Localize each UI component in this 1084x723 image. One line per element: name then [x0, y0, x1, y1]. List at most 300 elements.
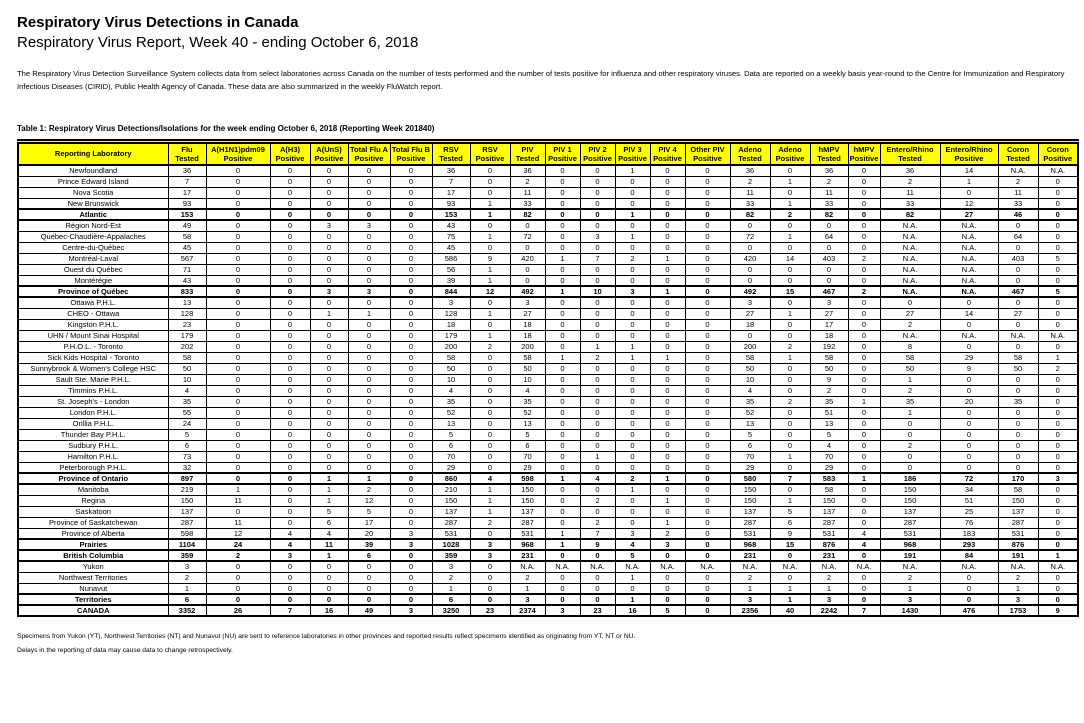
table-cell: 0 — [770, 165, 810, 176]
table-cell: 0 — [206, 264, 270, 275]
table-cell: 2242 — [810, 605, 848, 616]
table-cell: 70 — [432, 451, 470, 462]
table-cell: 0 — [310, 297, 348, 308]
table-cell: 0 — [650, 198, 685, 209]
table-cell: 0 — [470, 418, 510, 429]
table-cell: N.A. — [880, 253, 940, 264]
table-cell: 0 — [770, 440, 810, 451]
table-cell: N.A. — [685, 561, 730, 572]
table-cell: 0 — [685, 165, 730, 176]
table-cell: 0 — [270, 407, 310, 418]
table-cell: 0 — [545, 418, 580, 429]
table-cell: 3 — [310, 220, 348, 231]
table-cell: 0 — [206, 319, 270, 330]
table-cell: 27 — [730, 308, 770, 319]
table-cell: 0 — [270, 484, 310, 495]
table-cell: 32 — [168, 462, 206, 473]
table-cell: 1 — [940, 176, 998, 187]
table-cell: 0 — [650, 484, 685, 495]
table-cell: 0 — [685, 363, 730, 374]
table-cell: 0 — [848, 462, 880, 473]
table-cell: 0 — [270, 297, 310, 308]
table-cell: 1430 — [880, 605, 940, 616]
table-row — [18, 561, 1078, 572]
table-cell: 0 — [310, 363, 348, 374]
table-cell: 35 — [510, 396, 545, 407]
row-label: P.H.O.L. - Toronto — [18, 341, 168, 352]
table-cell: 18 — [510, 330, 545, 341]
table-cell: 7 — [270, 605, 310, 616]
table-cell: 0 — [390, 308, 432, 319]
table-cell: 3 — [998, 594, 1038, 605]
table-cell: 2 — [880, 572, 940, 583]
table-cell: 14 — [940, 165, 998, 176]
table-cell: 0 — [770, 297, 810, 308]
table-cell: 0 — [270, 165, 310, 176]
table-cell: 0 — [470, 440, 510, 451]
column-header: Coron Tested — [998, 143, 1038, 166]
table-cell: 0 — [998, 220, 1038, 231]
table-cell: 2 — [470, 517, 510, 528]
table-cell: 5 — [432, 429, 470, 440]
column-header: Entero/Rhino Positive — [940, 143, 998, 166]
table-cell: 27 — [880, 308, 940, 319]
table-cell: 0 — [1038, 539, 1078, 550]
row-label: Nova Scotia — [18, 187, 168, 198]
table-cell: 0 — [310, 165, 348, 176]
table-cell: 0 — [270, 451, 310, 462]
table-cell: 0 — [615, 374, 650, 385]
table-cell: 0 — [390, 484, 432, 495]
table-caption: Table 1: Respiratory Virus Detections/Isolations for the week ending October 6, 2018 (Reporting Week 201840) — [17, 123, 435, 133]
table-cell: 202 — [168, 341, 206, 352]
table-cell: 0 — [940, 418, 998, 429]
table-cell: 0 — [545, 363, 580, 374]
column-header: PIV 4 Positive — [650, 143, 685, 166]
table-cell: 1 — [615, 341, 650, 352]
table-cell: 82 — [880, 209, 940, 220]
table-cell: 0 — [545, 385, 580, 396]
footnote-specimens: Specimens from Yukon (YT), Northwest Territories (NT) and Nunavut (NU) are sent to reference laboratories in other provinces and reported results reflect specimens identified as originating from YT, NT or NU. — [17, 633, 636, 641]
footnotes — [17, 633, 1067, 654]
table-cell: 0 — [615, 506, 650, 517]
table-cell: 0 — [848, 517, 880, 528]
table-cell: 0 — [650, 374, 685, 385]
table-cell: 0 — [685, 605, 730, 616]
table-row — [18, 374, 1078, 385]
table-cell: 11 — [730, 187, 770, 198]
table-cell: 4 — [615, 539, 650, 550]
table-cell: 0 — [615, 363, 650, 374]
table-cell: 0 — [810, 220, 848, 231]
table-cell: 1 — [848, 396, 880, 407]
table-cell: 0 — [206, 396, 270, 407]
table-cell: 7 — [432, 176, 470, 187]
table-cell: 0 — [615, 187, 650, 198]
table-cell: 1 — [310, 495, 348, 506]
table-cell: N.A. — [940, 231, 998, 242]
table-cell: N.A. — [940, 561, 998, 572]
table-cell: 0 — [270, 352, 310, 363]
table-cell: 0 — [390, 561, 432, 572]
column-header: PIV 2 Positive — [580, 143, 615, 166]
table-cell: 0 — [685, 473, 730, 484]
table-cell: 0 — [1038, 319, 1078, 330]
table-cell: 1 — [545, 473, 580, 484]
table-cell: 0 — [390, 440, 432, 451]
table-cell: 3 — [545, 605, 580, 616]
column-header: RSV Tested — [432, 143, 470, 166]
table-cell: 0 — [685, 187, 730, 198]
table-cell: 2 — [730, 176, 770, 187]
table-cell: 0 — [580, 594, 615, 605]
table-cell: 0 — [310, 572, 348, 583]
table-cell: 0 — [1038, 242, 1078, 253]
table-cell: 0 — [580, 319, 615, 330]
table-cell: N.A. — [998, 165, 1038, 176]
table-row — [18, 308, 1078, 319]
table-cell: 0 — [270, 517, 310, 528]
table-cell: 17 — [810, 319, 848, 330]
table-cell: 2 — [770, 209, 810, 220]
table-cell: 0 — [940, 462, 998, 473]
table-cell: 5 — [1038, 253, 1078, 264]
table-cell: 150 — [730, 495, 770, 506]
table-cell: 0 — [848, 231, 880, 242]
row-label: CHEO - Ottawa — [18, 308, 168, 319]
table-cell: 72 — [940, 473, 998, 484]
table-cell: 0 — [580, 396, 615, 407]
table-cell: 0 — [206, 440, 270, 451]
table-cell: 2 — [810, 572, 848, 583]
table-cell: 0 — [206, 429, 270, 440]
table-cell: 0 — [390, 517, 432, 528]
table-cell: 12 — [206, 528, 270, 539]
table-row — [18, 418, 1078, 429]
table-cell: 0 — [940, 451, 998, 462]
table-cell: 183 — [940, 528, 998, 539]
column-header: A(UnS) Positive — [310, 143, 348, 166]
table-cell: 0 — [685, 198, 730, 209]
table-cell: 0 — [770, 220, 810, 231]
table-cell: 0 — [510, 242, 545, 253]
table-cell: 4 — [270, 528, 310, 539]
table-cell: 1 — [470, 484, 510, 495]
table-cell: 0 — [390, 341, 432, 352]
table-cell: 0 — [1038, 176, 1078, 187]
column-header: RSV Positive — [470, 143, 510, 166]
table-cell: 0 — [580, 385, 615, 396]
table-cell: 35 — [998, 396, 1038, 407]
table-row — [18, 429, 1078, 440]
table-cell: 0 — [470, 429, 510, 440]
table-row — [18, 220, 1078, 231]
table-cell: 58 — [880, 352, 940, 363]
table-row — [18, 385, 1078, 396]
table-cell: 0 — [348, 451, 390, 462]
table-cell: 4 — [848, 528, 880, 539]
table-cell: 0 — [310, 429, 348, 440]
table-cell: 18 — [432, 319, 470, 330]
table-cell: 0 — [310, 330, 348, 341]
table-cell: 0 — [615, 440, 650, 451]
table-cell: 58 — [998, 352, 1038, 363]
table-cell: 2 — [998, 176, 1038, 187]
row-label: New Brunswick — [18, 198, 168, 209]
table-cell: 0 — [348, 341, 390, 352]
table-cell: 2 — [615, 253, 650, 264]
table-cell: 0 — [685, 572, 730, 583]
table-cell: 0 — [685, 297, 730, 308]
row-label: Kingston P.H.L. — [18, 319, 168, 330]
table-cell: 0 — [810, 264, 848, 275]
table-cell: 531 — [730, 528, 770, 539]
table-cell: 0 — [580, 187, 615, 198]
table-cell: 4 — [730, 385, 770, 396]
table-cell: 5 — [310, 506, 348, 517]
table-cell: 0 — [848, 352, 880, 363]
table-cell: 0 — [310, 385, 348, 396]
table-cell: 64 — [998, 231, 1038, 242]
table-cell: 50 — [168, 363, 206, 374]
table-cell: 11 — [310, 539, 348, 550]
table-cell: 191 — [880, 550, 940, 561]
table-row — [18, 264, 1078, 275]
table-cell: 33 — [880, 198, 940, 209]
table-cell: 0 — [206, 418, 270, 429]
table-cell: 0 — [848, 583, 880, 594]
table-cell: 287 — [880, 517, 940, 528]
table-cell: 0 — [615, 583, 650, 594]
row-label: Sault Ste. Marie P.H.L. — [18, 374, 168, 385]
table-cell: 0 — [770, 330, 810, 341]
table-cell: 0 — [650, 385, 685, 396]
row-label: Saskatoon — [18, 506, 168, 517]
table-cell: 1104 — [168, 539, 206, 550]
table-cell: 72 — [730, 231, 770, 242]
table-cell: 0 — [770, 407, 810, 418]
table-cell: 0 — [685, 528, 730, 539]
table-cell: 29 — [432, 462, 470, 473]
table-cell: 0 — [206, 462, 270, 473]
table-cell: 4 — [432, 385, 470, 396]
table-cell: 0 — [730, 220, 770, 231]
table-cell: N.A. — [940, 253, 998, 264]
table-cell: 0 — [545, 264, 580, 275]
table-cell: 2 — [810, 176, 848, 187]
table-cell: 0 — [650, 451, 685, 462]
table-cell: 50 — [880, 363, 940, 374]
table-cell: 0 — [206, 594, 270, 605]
table-cell: 0 — [390, 473, 432, 484]
table-cell: 2 — [1038, 363, 1078, 374]
table-cell: 0 — [310, 275, 348, 286]
row-label: Ottawa P.H.L. — [18, 297, 168, 308]
table-cell: 25 — [940, 506, 998, 517]
table-cell: 968 — [510, 539, 545, 550]
table-cell: 3 — [310, 286, 348, 297]
table-cell: 29 — [730, 462, 770, 473]
table-cell: 0 — [545, 440, 580, 451]
table-cell: 0 — [848, 451, 880, 462]
table-cell: 0 — [685, 231, 730, 242]
table-cell: 0 — [390, 495, 432, 506]
table-cell: 5 — [770, 506, 810, 517]
table-cell: 0 — [580, 583, 615, 594]
table-cell: 0 — [848, 374, 880, 385]
table-cell: N.A. — [880, 286, 940, 297]
table-cell: 1 — [615, 165, 650, 176]
table-row — [18, 352, 1078, 363]
table-cell: 58 — [810, 352, 848, 363]
table-cell: 0 — [650, 209, 685, 220]
table-cell: 0 — [348, 242, 390, 253]
table-cell: N.A. — [940, 264, 998, 275]
table-cell: 200 — [730, 341, 770, 352]
table-cell: 0 — [685, 451, 730, 462]
table-cell: 0 — [390, 253, 432, 264]
table-cell: 0 — [940, 319, 998, 330]
row-label: Thunder Bay P.H.L. — [18, 429, 168, 440]
table-cell: 0 — [545, 308, 580, 319]
table-cell: 1 — [545, 352, 580, 363]
table-cell: 0 — [650, 242, 685, 253]
table-cell: 0 — [848, 363, 880, 374]
table-cell: 200 — [432, 341, 470, 352]
row-label: UHN / Mount Sinai Hospital — [18, 330, 168, 341]
table-cell: 6 — [168, 440, 206, 451]
table-cell: 137 — [880, 506, 940, 517]
table-cell: 93 — [432, 198, 470, 209]
table-cell: 0 — [470, 352, 510, 363]
table-cell: 73 — [168, 451, 206, 462]
table-cell: 0 — [348, 297, 390, 308]
table-cell: 2 — [510, 176, 545, 187]
table-cell: 4 — [848, 539, 880, 550]
table-cell: 1 — [810, 583, 848, 594]
table-cell: 0 — [545, 583, 580, 594]
table-cell: 0 — [348, 462, 390, 473]
table-cell: 0 — [310, 176, 348, 187]
table-cell: 1 — [580, 341, 615, 352]
table-cell: 0 — [650, 550, 685, 561]
column-header: Reporting Laboratory — [18, 143, 168, 166]
table-cell: 0 — [650, 396, 685, 407]
table-cell: 0 — [650, 462, 685, 473]
table-cell: 6 — [432, 594, 470, 605]
table-wrapper — [17, 139, 1079, 618]
row-label: Province of Saskatchewan — [18, 517, 168, 528]
table-row — [18, 583, 1078, 594]
row-label: Nunavut — [18, 583, 168, 594]
table-cell: 0 — [650, 165, 685, 176]
table-cell: 3 — [810, 297, 848, 308]
table-cell: 1 — [650, 495, 685, 506]
table-cell: 1 — [650, 352, 685, 363]
table-cell: 150 — [432, 495, 470, 506]
table-cell: 27 — [940, 209, 998, 220]
table-cell: 586 — [432, 253, 470, 264]
table-cell: 50 — [510, 363, 545, 374]
table-cell: 39 — [432, 275, 470, 286]
row-label: Québec-Chaudière-Appalaches — [18, 231, 168, 242]
table-cell: 0 — [685, 550, 730, 561]
table-cell: 1 — [432, 583, 470, 594]
table-cell: 0 — [650, 429, 685, 440]
table-cell: 0 — [348, 176, 390, 187]
table-cell: 0 — [685, 539, 730, 550]
table-cell: 6 — [510, 440, 545, 451]
table-cell: 2 — [770, 396, 810, 407]
table-cell: 0 — [650, 176, 685, 187]
table-cell: 287 — [810, 517, 848, 528]
table-cell: 20 — [940, 396, 998, 407]
table-cell: 36 — [432, 165, 470, 176]
table-cell: 128 — [432, 308, 470, 319]
table-cell: 598 — [510, 473, 545, 484]
table-cell: 0 — [545, 319, 580, 330]
table-cell: 23 — [580, 605, 615, 616]
table-cell: 0 — [1038, 572, 1078, 583]
table-cell: 531 — [432, 528, 470, 539]
row-label: Peterborough P.H.L. — [18, 462, 168, 473]
row-label: Sunnybrook & Women's College HSC — [18, 363, 168, 374]
table-cell: 58 — [168, 231, 206, 242]
table-cell: 0 — [730, 264, 770, 275]
table-cell: 0 — [270, 275, 310, 286]
table-cell: 0 — [545, 451, 580, 462]
table-cell: 0 — [390, 220, 432, 231]
table-cell: 36 — [510, 165, 545, 176]
table-cell: 0 — [270, 253, 310, 264]
table-cell: 9 — [940, 363, 998, 374]
table-cell: 0 — [650, 297, 685, 308]
table-row — [18, 594, 1078, 605]
row-label: Territories — [18, 594, 168, 605]
table-cell: 0 — [810, 242, 848, 253]
table-cell: 0 — [580, 440, 615, 451]
table-cell: 0 — [270, 572, 310, 583]
table-row — [18, 187, 1078, 198]
table-cell: 0 — [470, 462, 510, 473]
table-cell: 3 — [348, 220, 390, 231]
table-cell: 3 — [348, 286, 390, 297]
table-cell: 0 — [545, 396, 580, 407]
table-cell: 0 — [545, 198, 580, 209]
table-row — [18, 165, 1078, 176]
table-cell: 7 — [168, 176, 206, 187]
table-cell: 3 — [810, 594, 848, 605]
table-cell: 0 — [848, 385, 880, 396]
footnote-delays: Delays in the reporting of data may cause data to change retrospectively. — [17, 647, 233, 655]
table-cell: 16 — [310, 605, 348, 616]
table-cell: 0 — [615, 264, 650, 275]
table-cell: 36 — [880, 165, 940, 176]
table-cell: 1 — [615, 352, 650, 363]
table-cell: 0 — [1038, 385, 1078, 396]
table-cell: 153 — [168, 209, 206, 220]
table-row — [18, 231, 1078, 242]
table-cell: 0 — [390, 176, 432, 187]
table-cell: 0 — [685, 407, 730, 418]
table-cell: 0 — [580, 484, 615, 495]
table-cell: 2 — [580, 352, 615, 363]
table-cell: 84 — [940, 550, 998, 561]
table-cell: 1 — [770, 176, 810, 187]
table-cell: 1 — [770, 231, 810, 242]
table-cell: 0 — [470, 407, 510, 418]
row-label: Centre-du-Québec — [18, 242, 168, 253]
